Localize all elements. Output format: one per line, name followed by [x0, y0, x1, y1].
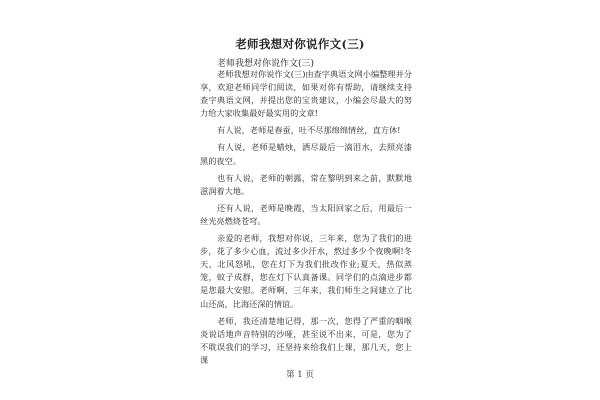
- paragraph-sunset-glow: 还有人说，老师是晚霞，当太阳回家之后，用最后一丝光亮燃烧苍穹。: [200, 202, 412, 226]
- paragraph-intro: 老师我想对你说作文(三)由查字典语文网小编整理并分享，欢迎老师同学们阅读，如果对你有帮助，请继续支持查字典语文网，并提出您的宝贵建议，小编会尽最大的努力给大家收集最好最实用的文章!: [200, 69, 412, 119]
- document-subtitle: 老师我想对你说作文(三): [217, 59, 315, 69]
- paragraph-dear-teacher: 亲爱的老师，我想对你说，三年来，您为了我们的进步，花了多少心血，流过多少汗水，熬过多少个夜晚啊!冬天，北风怒吼，您在灯下为我们批改作业;夏天，热似蒸笼，蚊子成群，您在灯下认真备课。同学们的点滴进步都是您最大安慰。老师啊，三年来，我们师生之间建立了比山还高，比海还深的情谊。: [200, 233, 412, 309]
- paragraph-morning-dew: 也有人说，老师的朝露，常在黎明到来之前，默默地滋润着大地。: [200, 172, 412, 196]
- document-title: 老师我想对你说作文(三): [235, 37, 365, 51]
- paragraph-candle: 有人说，老师是蜡烛，洒尽最后一滴泪水，去照亮漆黑的夜空。: [200, 142, 412, 166]
- paragraph-spring-silkworm: 有人说，老师是春蚕，吐不尽那绵绵情丝，直方休!: [217, 125, 401, 136]
- page-number: 第 1 页: [286, 370, 314, 380]
- document-body: [200, 68, 412, 371]
- paragraph-remember: 老师，我还清楚地记得，那一次，您得了严重的咽喉炎说话地声音特别的沙哑，甚至说不出来，可是，您为了不耽误我们的学习，还坚持来给我们上课，那几天，您上课: [200, 315, 412, 365]
